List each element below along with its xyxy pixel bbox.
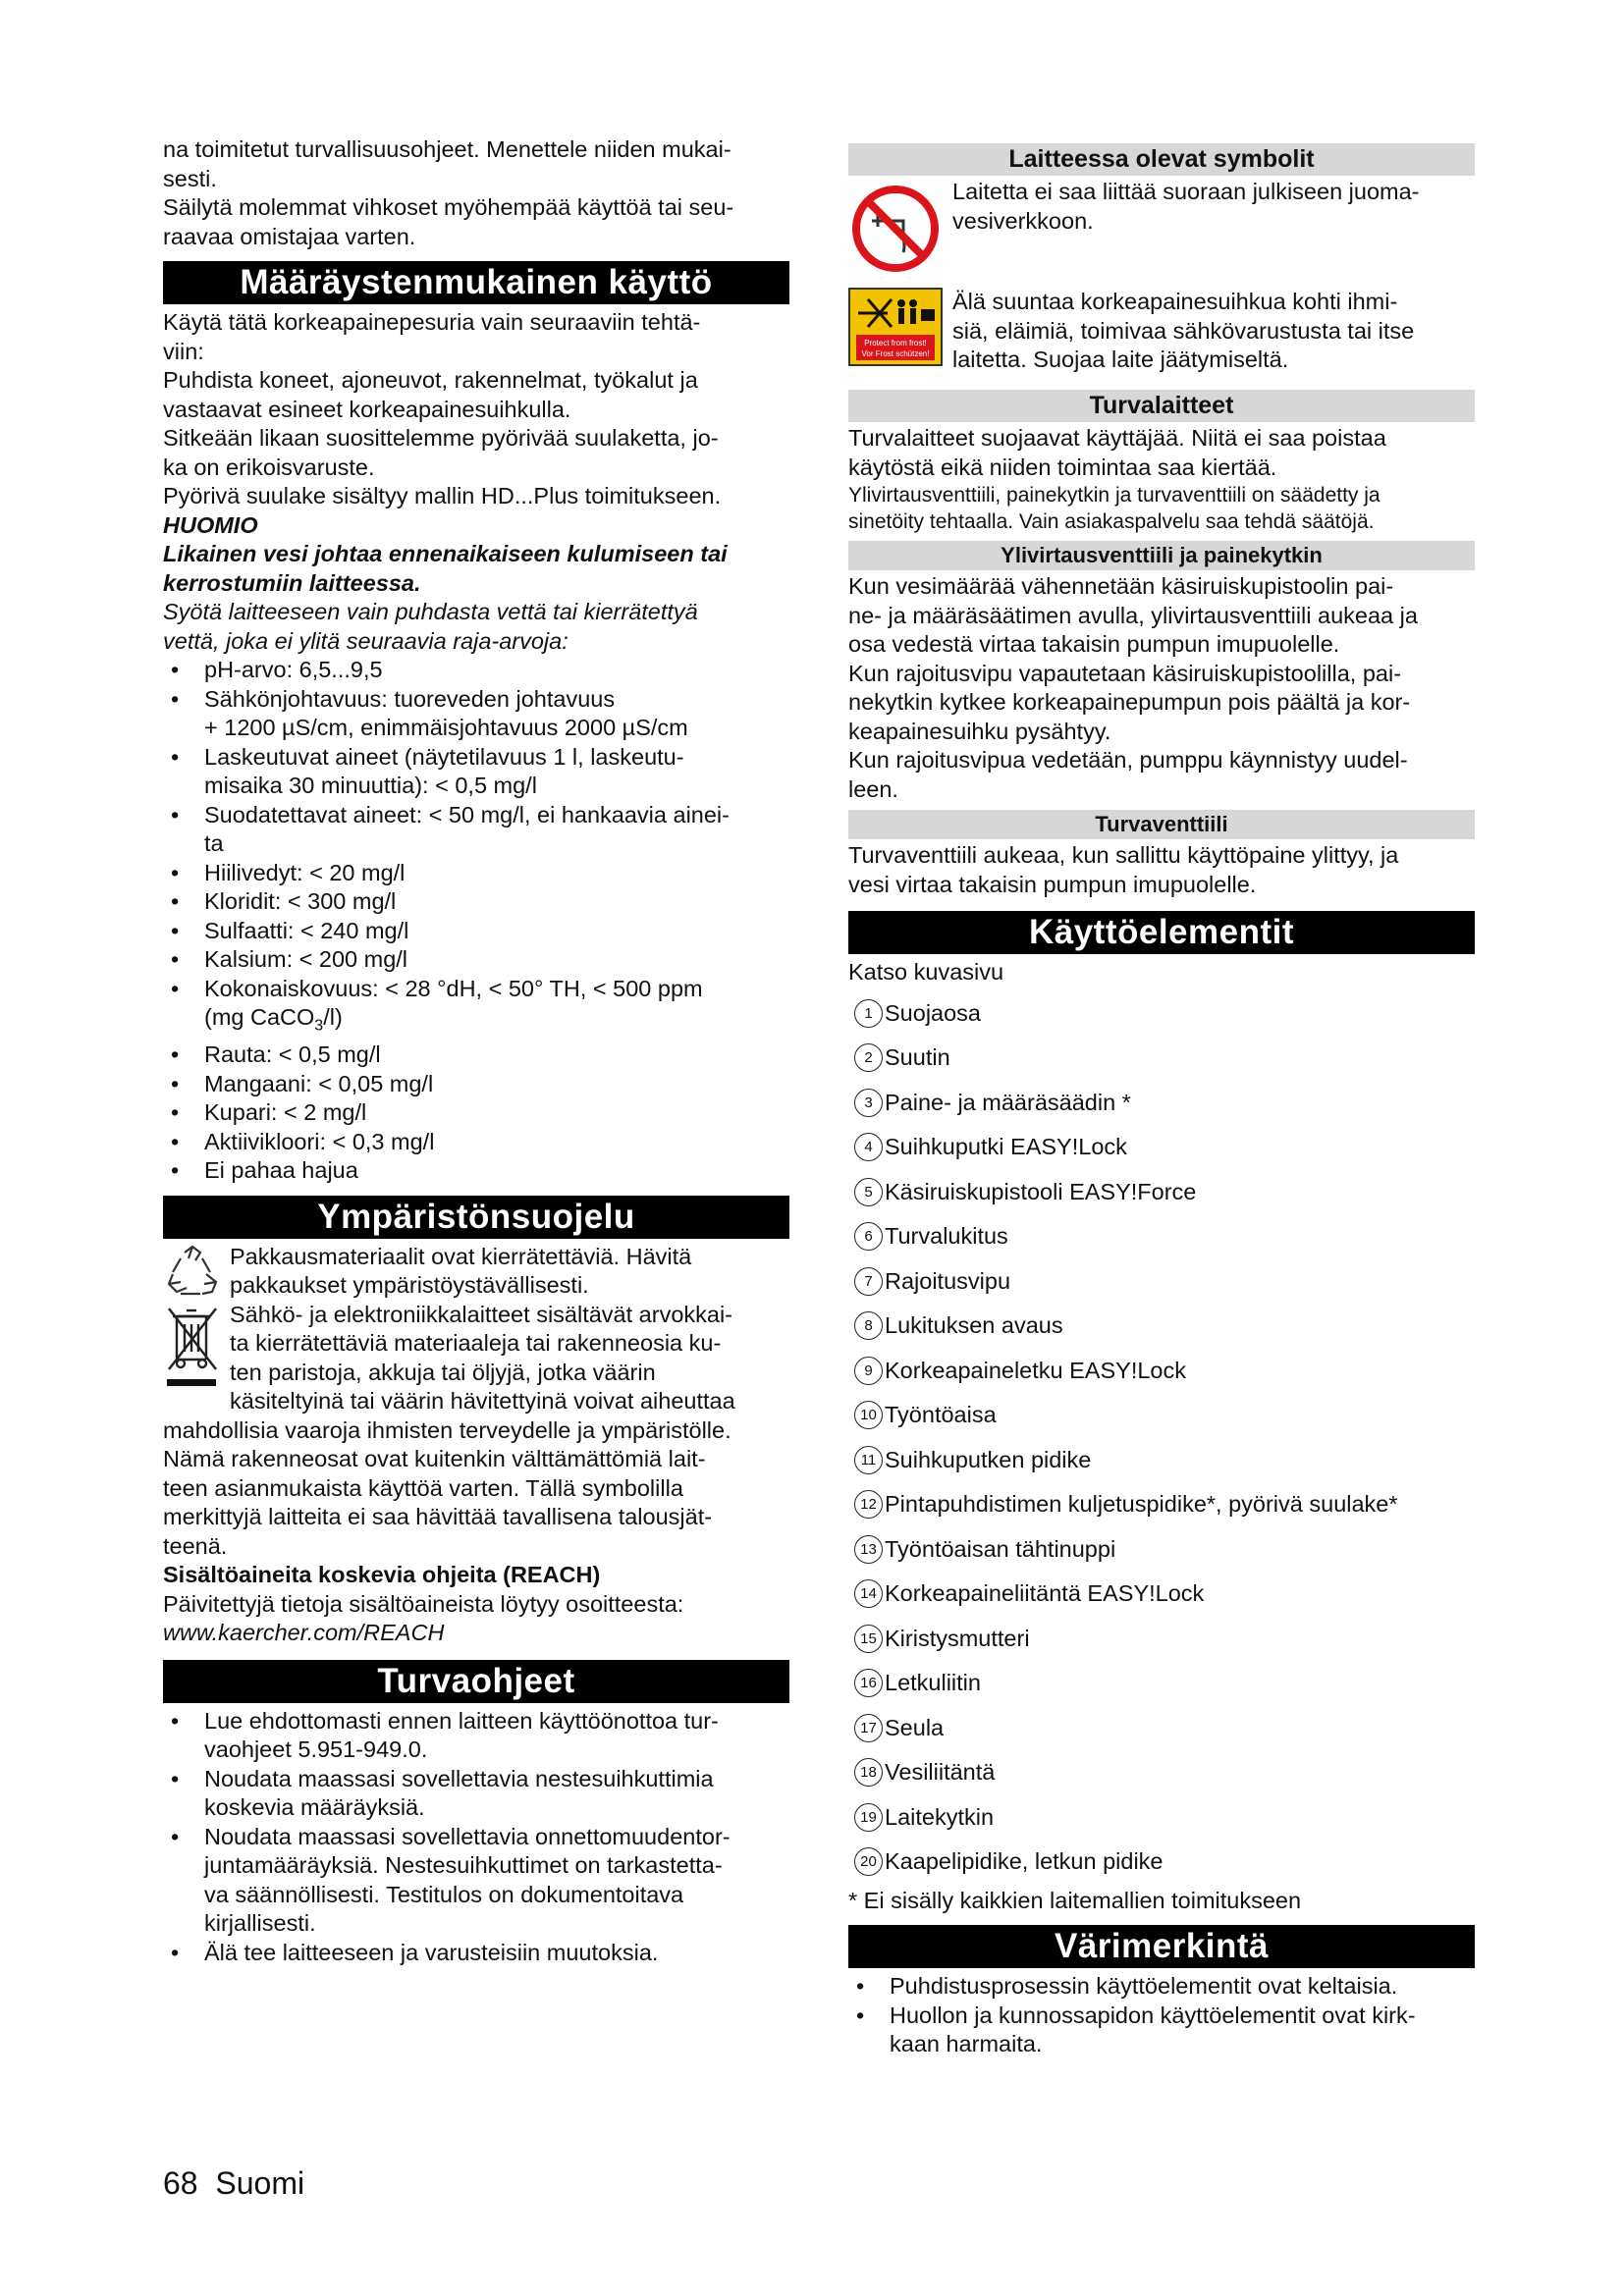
text-line: Säilytä molemmat vihkoset myöhempää käyttöä tai seu- bbox=[163, 194, 734, 220]
item-number-badge: 8 bbox=[854, 1311, 883, 1340]
text-line: vesi virtaa takaisin pumpun imupuolelle. bbox=[848, 871, 1257, 897]
control-label: Työntöaisan tähtinuppi bbox=[885, 1535, 1116, 1562]
page-footer bbox=[163, 2165, 304, 2202]
control-item bbox=[848, 1125, 1475, 1170]
usage-heading: Määräystenmukainen käyttö bbox=[163, 261, 789, 304]
item-number-badge: 9 bbox=[854, 1357, 883, 1385]
text-line: Turvalaitteet suojaavat käyttäjää. Niitä ei saa poistaa bbox=[848, 425, 1386, 451]
control-label: Paine- ja määräsäädin * bbox=[885, 1089, 1131, 1115]
control-item bbox=[848, 1259, 1475, 1305]
item-number-badge: 11 bbox=[854, 1446, 883, 1474]
text-line: Sitkeään likaan suosittelemme pyörivää suulaketta, jo- bbox=[163, 425, 719, 451]
list-item: • Lue ehdottomasti ennen laitteen käyttöönottoa tur- vaohjeet 5.951-949.0. bbox=[163, 1707, 789, 1765]
text-line: sinetöity tehtaalla. Vain asiakaspalvelu saa tehdä säätöjä. bbox=[848, 510, 1375, 533]
control-label: Suihkuputki EASY!Lock bbox=[885, 1134, 1127, 1160]
control-label: Käsiruiskupistooli EASY!Force bbox=[885, 1178, 1197, 1204]
page-number: 68 bbox=[163, 2165, 198, 2201]
control-item bbox=[848, 1527, 1475, 1573]
safety-valve-heading: Turvaventtiili bbox=[848, 810, 1475, 839]
text-line: raavaa omistajaa varten. bbox=[163, 223, 416, 249]
item-number-badge: 16 bbox=[854, 1669, 883, 1697]
controls-list bbox=[848, 991, 1475, 1885]
symbol-no-jet-direction bbox=[848, 288, 1475, 382]
list-item: • Noudata maassasi sovellettavia onnettomuudentor- juntamääräyksiä. Nestesuihkuttimet on tarkastetta- va säännöllisesti. Testitulos on dokumentoitava kirjallisesti. bbox=[163, 1823, 789, 1939]
environment-heading: Ympäristönsuojelu bbox=[163, 1196, 789, 1239]
text-line: Pakkausmateriaalit ovat kierrätettäviä. Hävitä bbox=[230, 1243, 692, 1269]
text-line: mahdollisia vaaroja ihmisten terveydelle ja ympäristölle. bbox=[163, 1416, 731, 1443]
control-item bbox=[848, 991, 1475, 1037]
reach-url-link[interactable]: www.kaercher.com/REACH bbox=[163, 1620, 445, 1646]
recycling-icon bbox=[163, 1245, 222, 1305]
note-label: HUOMIO bbox=[163, 511, 258, 538]
list-item: • Kokonaiskovuus: < 28 °dH, < 50° TH, < 500 ppm (mg CaCO$_3$/l) bbox=[163, 975, 789, 1041]
item-number-badge: 10 bbox=[854, 1401, 883, 1429]
item-number-badge: 17 bbox=[854, 1714, 883, 1742]
list-item: • Huollon ja kunnossapidon käyttöelementit ovat kirk- kaan harmaita. bbox=[848, 2002, 1475, 2059]
text-line: leen. bbox=[848, 775, 898, 802]
text-line: ne- ja määräsäätimen avulla, ylivirtausventtiili aukeaa ja bbox=[848, 602, 1418, 628]
text-line: teenä. bbox=[163, 1532, 228, 1559]
control-item bbox=[848, 1795, 1475, 1841]
text-line: Laitetta ei saa liittää suoraan julkiseen juoma- bbox=[952, 179, 1420, 204]
control-label: Vesiliitäntä bbox=[885, 1759, 996, 1786]
text-line: Sähkö- ja elektroniikkalaitteet sisältävät arvokkai- bbox=[230, 1301, 733, 1327]
symbol-no-drinking-water bbox=[848, 178, 1475, 276]
control-item bbox=[848, 1617, 1475, 1662]
item-number-badge: 7 bbox=[854, 1267, 883, 1296]
list-item: • Älä tee laitteeseen ja varusteisiin muutoksia. bbox=[163, 1939, 789, 1968]
control-label: Pintapuhdistimen kuljetuspidike*, pyörivä suulake* bbox=[885, 1491, 1398, 1518]
right-column bbox=[848, 135, 1475, 2059]
usage-text bbox=[163, 308, 789, 511]
text-line: pakkaukset ympäristöystävällisesti. bbox=[230, 1272, 589, 1299]
control-item bbox=[848, 1081, 1475, 1126]
text-line: ta kierrätettäviä materiaaleja tai rakenneosia ku- bbox=[230, 1330, 722, 1357]
list-item: • Kloridit: < 300 mg/l bbox=[163, 887, 789, 917]
text-line: nekytkin kytkee korkeapainepumpun pois päältä ja kor- bbox=[848, 689, 1411, 715]
control-label: Kaapelipidike, letkun pidike bbox=[885, 1848, 1164, 1875]
list-item: • Suodatettavat aineet: < 50 mg/l, ei hankaavia ainei- ta bbox=[163, 801, 789, 859]
text-line: Ylivirtausventtiili, painekytkin ja turvaventtiili on säädetty ja bbox=[848, 484, 1380, 507]
text-line: osa vedestä virtaa takaisin pumpun imupuolelle. bbox=[848, 631, 1340, 657]
controls-footnote: * Ei sisälly kaikkien laitemallien toimitukseen bbox=[848, 1887, 1302, 1913]
text-line: käytöstä eikä niiden toimintaa saa kiertää. bbox=[848, 454, 1277, 480]
control-item bbox=[848, 1438, 1475, 1483]
control-label: Työntöaisa bbox=[885, 1402, 997, 1428]
note-italic-line: vettä, joka ei ylitä seuraavia raja-arvoja: bbox=[163, 627, 568, 654]
packaging-notice bbox=[163, 1243, 789, 1301]
text-line: laitetta. Suojaa laite jäätymiseltä. bbox=[952, 347, 1289, 372]
control-item bbox=[848, 1661, 1475, 1706]
control-item bbox=[848, 1572, 1475, 1617]
text-line: Puhdista koneet, ajoneuvot, rakennelmat, työkalut ja bbox=[163, 367, 698, 393]
control-label: Seula bbox=[885, 1714, 945, 1740]
text-line: viin: bbox=[163, 338, 204, 364]
overflow-valve-heading: Ylivirtausventtiili ja painekytkin bbox=[848, 541, 1475, 570]
text-line: Älä suuntaa korkeapainesuihkua kohti ihmi- bbox=[952, 289, 1398, 314]
note-bold-line: Likainen vesi johtaa ennenaikaiseen kulumiseen tai bbox=[163, 541, 728, 566]
control-label: Korkeapaineliitäntä EASY!Lock bbox=[885, 1580, 1205, 1607]
color-coding-list bbox=[848, 1972, 1475, 2059]
list-item: • Laskeutuvat aineet (näytetilavuus 1 l, laskeutu- misaika 30 minuuttia): < 0,5 mg/l bbox=[163, 743, 789, 801]
weee-notice bbox=[163, 1301, 789, 1416]
control-item bbox=[848, 1840, 1475, 1885]
text-line: Kun rajoitusvipua vedetään, pumppu käynnistyy uudel- bbox=[848, 747, 1408, 773]
list-item: • Hiilivedyt: < 20 mg/l bbox=[163, 859, 789, 888]
control-label: Suojaosa bbox=[885, 999, 981, 1026]
text-line: ten paristoja, akkuja tai öljyjä, jotka väärin bbox=[230, 1359, 656, 1385]
left-column bbox=[163, 135, 789, 1967]
item-number-badge: 2 bbox=[854, 1043, 883, 1072]
page-language: Suomi bbox=[215, 2165, 305, 2201]
list-item: • pH-arvo: 6,5...9,5 bbox=[163, 656, 789, 685]
text-line: Pyörivä suulake sisältyy mallin HD...Plus toimitukseen. bbox=[163, 483, 722, 508]
text-line: ka on erikoisvaruste. bbox=[163, 454, 375, 480]
list-item: • Aktiivikloori: < 0,3 mg/l bbox=[163, 1128, 789, 1157]
control-item bbox=[848, 1170, 1475, 1215]
color-coding-heading: Värimerkintä bbox=[848, 1925, 1475, 1968]
safety-list bbox=[163, 1707, 789, 1968]
control-label: Laitekytkin bbox=[885, 1803, 995, 1830]
symbols-heading: Laitteessa olevat symbolit bbox=[848, 143, 1475, 176]
control-label: Turvalukitus bbox=[885, 1223, 1008, 1250]
text-line: vesiverkkoon. bbox=[952, 207, 1094, 234]
item-number-badge: 19 bbox=[854, 1803, 883, 1832]
item-number-badge: 5 bbox=[854, 1178, 883, 1206]
list-item: • Sähkönjohtavuus: tuoreveden johtavuus + 1200 µS/cm, enimmäisjohtavuus 2000 µS/cm bbox=[163, 685, 789, 743]
note-italic-line: Syötä laitteeseen vain puhdasta vettä tai kierrätettyä bbox=[163, 599, 698, 624]
safety-devices-heading: Turvalaitteet bbox=[848, 390, 1475, 422]
control-item bbox=[848, 1036, 1475, 1081]
text-line: merkittyjä laitteita ei saa hävittää tavallisena talousjät- bbox=[163, 1504, 713, 1530]
svg-text:Protect from frost!: Protect from frost! bbox=[864, 339, 927, 347]
control-label: Suutin bbox=[885, 1044, 950, 1071]
item-number-badge: 18 bbox=[854, 1758, 883, 1787]
control-label: Suihkuputken pidike bbox=[885, 1446, 1092, 1472]
note-bold-line: kerrostumiin laitteessa. bbox=[163, 569, 421, 596]
text-line: käsiteltyinä tai väärin hävitettyinä voivat aiheuttaa bbox=[230, 1388, 735, 1415]
water-limits-list bbox=[163, 656, 789, 1186]
list-item: • Puhdistusprosessin käyttöelementit ovat keltaisia. bbox=[848, 1972, 1475, 2002]
item-number-badge: 15 bbox=[854, 1625, 883, 1653]
text-line: Kun vesimäärää vähennetään käsiruiskupistoolin pai- bbox=[848, 573, 1394, 599]
control-item bbox=[848, 1214, 1475, 1259]
control-item bbox=[848, 1706, 1475, 1751]
item-number-badge: 14 bbox=[854, 1579, 883, 1608]
text-line: sesti. bbox=[163, 165, 217, 191]
item-number-badge: 1 bbox=[854, 999, 883, 1028]
item-number-badge: 12 bbox=[854, 1490, 883, 1519]
control-item bbox=[848, 1349, 1475, 1394]
no-tap-connection-icon bbox=[848, 178, 943, 281]
item-number-badge: 20 bbox=[854, 1847, 883, 1876]
list-item: • Mangaani: < 0,05 mg/l bbox=[163, 1070, 789, 1099]
reach-heading: Sisältöaineita koskevia ohjeita (REACH) bbox=[163, 1562, 601, 1588]
reach-text: Päivitettyjä tietoja sisältöaineista löytyy osoitteesta: bbox=[163, 1590, 684, 1617]
intro-text bbox=[163, 135, 789, 251]
control-item bbox=[848, 1750, 1475, 1795]
text-line: Käytä tätä korkeapainepesuria vain seuraaviin tehtä- bbox=[163, 309, 701, 335]
control-label: Letkuliitin bbox=[885, 1670, 981, 1696]
text-line: vastaavat esineet korkeapainesuihkulla. bbox=[163, 396, 571, 422]
controls-heading: Käyttöelementit bbox=[848, 911, 1475, 954]
control-item bbox=[848, 1304, 1475, 1349]
text-line: siä, eläimiä, toimivaa sähkövarustusta tai itse bbox=[952, 317, 1415, 344]
list-item: • Ei pahaa hajua bbox=[163, 1156, 789, 1186]
list-item: • Kupari: < 2 mg/l bbox=[163, 1098, 789, 1128]
jet-warning-label bbox=[848, 288, 943, 371]
item-number-badge: 13 bbox=[854, 1535, 883, 1564]
control-item bbox=[848, 1393, 1475, 1438]
control-label: Lukituksen avaus bbox=[885, 1312, 1063, 1339]
text-line: Nämä rakenneosat ovat kuitenkin välttämättömiä lait- bbox=[163, 1446, 706, 1472]
control-item bbox=[848, 1482, 1475, 1527]
list-item: • Noudata maassasi sovellettavia nestesuihkuttimia koskevia määräyksiä. bbox=[163, 1765, 789, 1823]
text-line: na toimitetut turvallisuusohjeet. Menettele niiden mukai- bbox=[163, 136, 731, 162]
controls-intro: Katso kuvasivu bbox=[848, 959, 1004, 985]
text-line: teen asianmukaista käyttöä varten. Tällä symbolilla bbox=[163, 1474, 683, 1501]
safety-heading: Turvaohjeet bbox=[163, 1660, 789, 1703]
text-line: Turvaventtiili aukeaa, kun sallittu käyttöpaine ylittyy, ja bbox=[848, 842, 1399, 868]
item-number-badge: 3 bbox=[854, 1089, 883, 1117]
control-label: Korkeapaineletku EASY!Lock bbox=[885, 1357, 1186, 1383]
text-line: Kun rajoitusvipu vapautetaan käsiruiskupistoolilla, pai- bbox=[848, 660, 1402, 686]
control-label: Kiristysmutteri bbox=[885, 1625, 1030, 1651]
text-line: keapainesuihku pysähtyy. bbox=[848, 718, 1111, 744]
item-number-badge: 6 bbox=[854, 1222, 883, 1251]
control-label: Rajoitusvipu bbox=[885, 1267, 1011, 1294]
list-item: • Rauta: < 0,5 mg/l bbox=[163, 1041, 789, 1070]
crossed-bin-icon bbox=[163, 1303, 222, 1396]
list-item: • Kalsium: < 200 mg/l bbox=[163, 945, 789, 975]
list-item: • Sulfaatti: < 240 mg/l bbox=[163, 917, 789, 946]
item-number-badge: 4 bbox=[854, 1133, 883, 1161]
svg-text:Vor Frost schützen!: Vor Frost schützen! bbox=[861, 349, 930, 358]
